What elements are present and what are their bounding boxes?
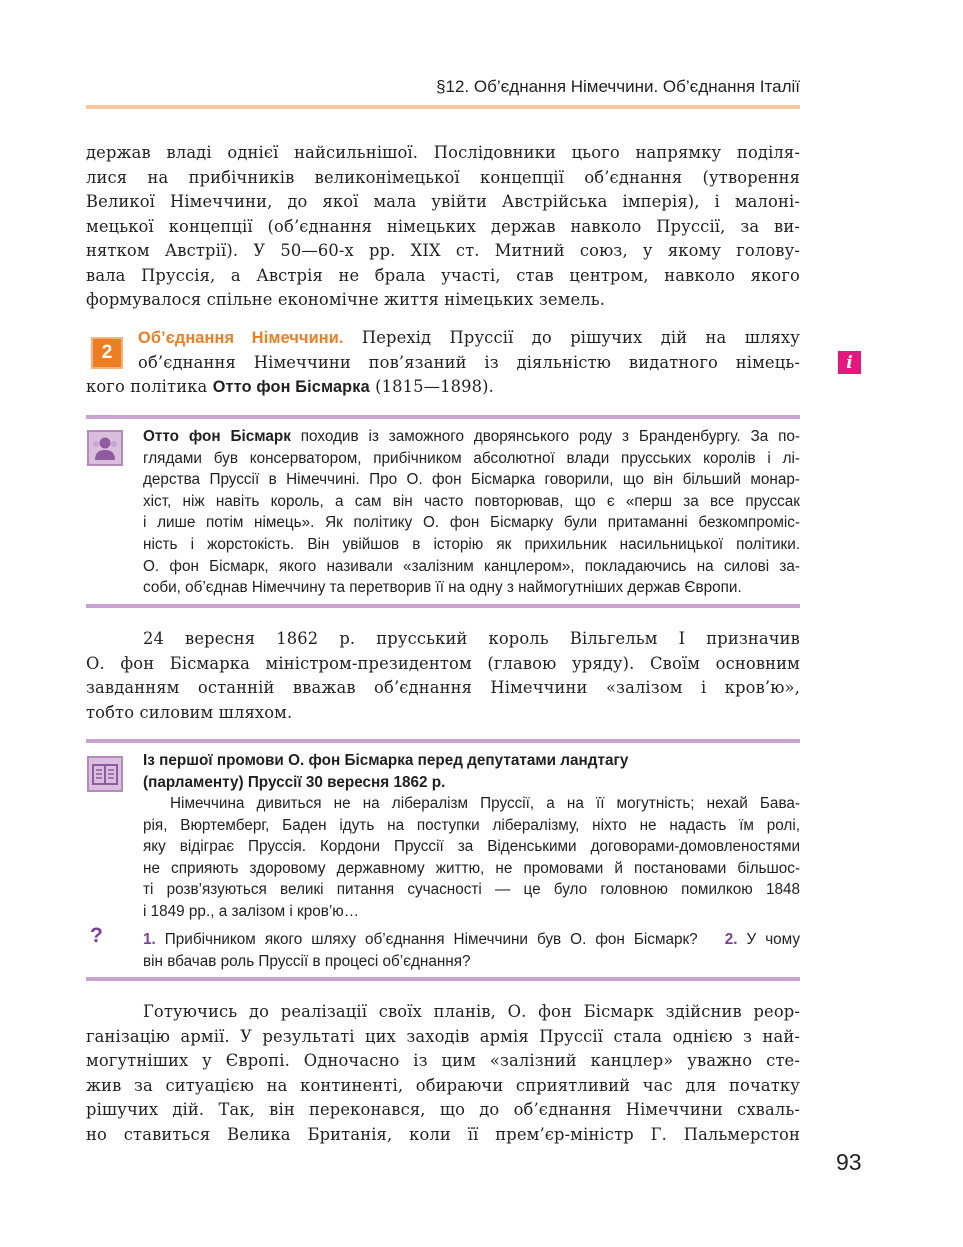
source-box-top-rule xyxy=(86,739,800,743)
text-line: жив за ситуацією на континенті, обираючи сприятливий час для початку xyxy=(86,1075,800,1095)
text-line: Німеччина дивиться не на лібералізм Пруссії, а на її могутність; нехай Бава- xyxy=(170,795,800,812)
text-line: ність і жорстокість. Він увійшов в історію як прихильник насильницької політики. xyxy=(143,535,800,553)
paragraph-2 xyxy=(86,627,800,725)
section-heading: Об’єднання Німеччини. xyxy=(138,329,344,347)
text-line: ті розв’язуються великі питання сучасності — це було головною помилкою 1848 xyxy=(143,881,800,899)
text-line: він вбачав роль Пруссії в процесі об’єднання? xyxy=(143,952,471,970)
page-number: 93 xyxy=(836,1149,862,1175)
section-number-badge: 2 xyxy=(91,337,123,369)
section-2-intro xyxy=(86,326,800,400)
text-line: яку відіграє Пруссія. Кордони Пруссії за Віденськими договорами-домовленостями xyxy=(143,838,800,856)
info-icon[interactable]: i xyxy=(838,351,861,374)
text-line: вала Пруссія, а Австрія не брала участі, став центром, навколо якого xyxy=(86,265,800,285)
paragraph-1 xyxy=(86,141,800,313)
text-line: (парламенту) Пруссії 30 вересня 1862 р. xyxy=(143,773,446,791)
text-line: нятком Австрії). У 50—60-х рр. XIX ст. Митний союз, у якому голову- xyxy=(86,241,800,260)
header-divider xyxy=(86,105,800,109)
person-name: Отто фон Бісмарка xyxy=(212,378,370,396)
bio-name: Отто фон Бісмарк xyxy=(143,428,291,445)
text-line: соби, об’єднав Німеччину та перетворив її на одну з наймогутніших держав Європи. xyxy=(143,579,742,597)
text-line: мецької концепції (об’єднання німецьких держав навколо Пруссії, за ви- xyxy=(86,216,800,236)
running-header: §12. Об’єднання Німеччини. Об’єднання Італії xyxy=(436,77,800,96)
source-title xyxy=(143,750,800,793)
text-line: Із першої промови О. фон Бісмарка перед депутатами ландтагу xyxy=(143,752,629,769)
text-line: і лише потім німець». Як політику О. фон Бісмарку були притаманні безкомпроміс- xyxy=(143,514,800,532)
text-line: О. фон Бісмарк, якого називали «залізним канцлером», покладаючись на силові за- xyxy=(143,557,800,575)
text-line: Готуючись до реалізації своїх планів, О. фон Бісмарк здійснив реор- xyxy=(143,1002,800,1021)
text-line: лися на прибічників великонімецької концепції об’єднання (утворення xyxy=(86,167,800,187)
source-quote xyxy=(143,793,800,923)
bio-box-top-rule xyxy=(86,415,800,419)
text-line: Великої Німеччини, до якої мала увійти Австрійська імперія), і малоні- xyxy=(86,192,800,211)
text-line: і 1849 рр., а залізом і кров’ю… xyxy=(143,902,360,920)
text-line: дерства Пруссії в Німеччині. Про О. фон Бісмарка говорили, що він більший монар- xyxy=(143,471,800,489)
text-line: могутніших у Європі. Одночасно із цим «залізний канцлер» уважно сте- xyxy=(86,1051,800,1070)
text-line: Об’єднання Німеччини. Перехід Пруссії до рішучих дій на шляху xyxy=(138,328,800,347)
text-line: 1. Прибічником якого шляху об’єднання Німеччини був О. фон Бісмарк? 2. У чому xyxy=(143,931,801,948)
person-icon xyxy=(87,430,123,466)
source-box-bottom-rule xyxy=(86,977,800,981)
text-line: ганізацію армії. У результаті цих заходів армія Пруссії стала однією з най- xyxy=(86,1026,800,1046)
text-line: завданням останній вважав об’єднання Німеччини «залізом і кров’ю», xyxy=(86,678,800,697)
text-line: не сприяють здоровому державному життю, не промовами й постановами більшос- xyxy=(143,859,800,877)
text-line: формувалося спільне економічне життя німецьких земель. xyxy=(86,290,606,309)
bio-box-bottom-rule xyxy=(86,604,800,608)
text-line: держав владі однієї найсильнішої. Послідовники цього напрямку поділя- xyxy=(86,143,800,162)
text-line: об’єднання Німеччини пов’язаний із діяльністю видатного німець- xyxy=(138,352,800,372)
text-line: тобто силовим шляхом. xyxy=(86,702,293,722)
text-line: 24 вересня 1862 р. прусський король Вільгельм I призначив xyxy=(143,629,800,648)
source-questions xyxy=(143,929,800,972)
text-line: но ставиться Велика Британія, коли її прем’єр-міністр Г. Пальмерстон xyxy=(86,1124,800,1144)
book-icon xyxy=(87,756,123,792)
question-mark-icon: ? xyxy=(90,924,103,947)
text-line: глядами був консерватором, прибічником абсолютної влади прусських королів і лі- xyxy=(143,449,800,467)
text-line: хіст, ніж навіть король, а сам він часто повторював, що є «перш за все пруссак xyxy=(143,492,800,510)
text-line: Отто фон Бісмарк походив із заможного дворянського роду з Бранденбургу. За по- xyxy=(143,428,800,445)
question-number: 1. xyxy=(143,931,156,948)
text-line: кого політика Отто фон Бісмарка (1815—1898). xyxy=(86,377,494,396)
bio-text xyxy=(143,426,800,599)
question-number: 2. xyxy=(724,931,738,948)
text-line: рішучих дій. Так, він переконався, що до об’єднання Німеччини схваль- xyxy=(86,1100,800,1119)
text-line: О. фон Бісмарка міністром-президентом (главою уряду). Своїм основним xyxy=(86,653,800,673)
text-line: рія, Вюртемберг, Баден ідуть на поступки лібералізму, ніхто не надасть їм ролі, xyxy=(143,816,800,834)
paragraph-3 xyxy=(86,1000,800,1147)
